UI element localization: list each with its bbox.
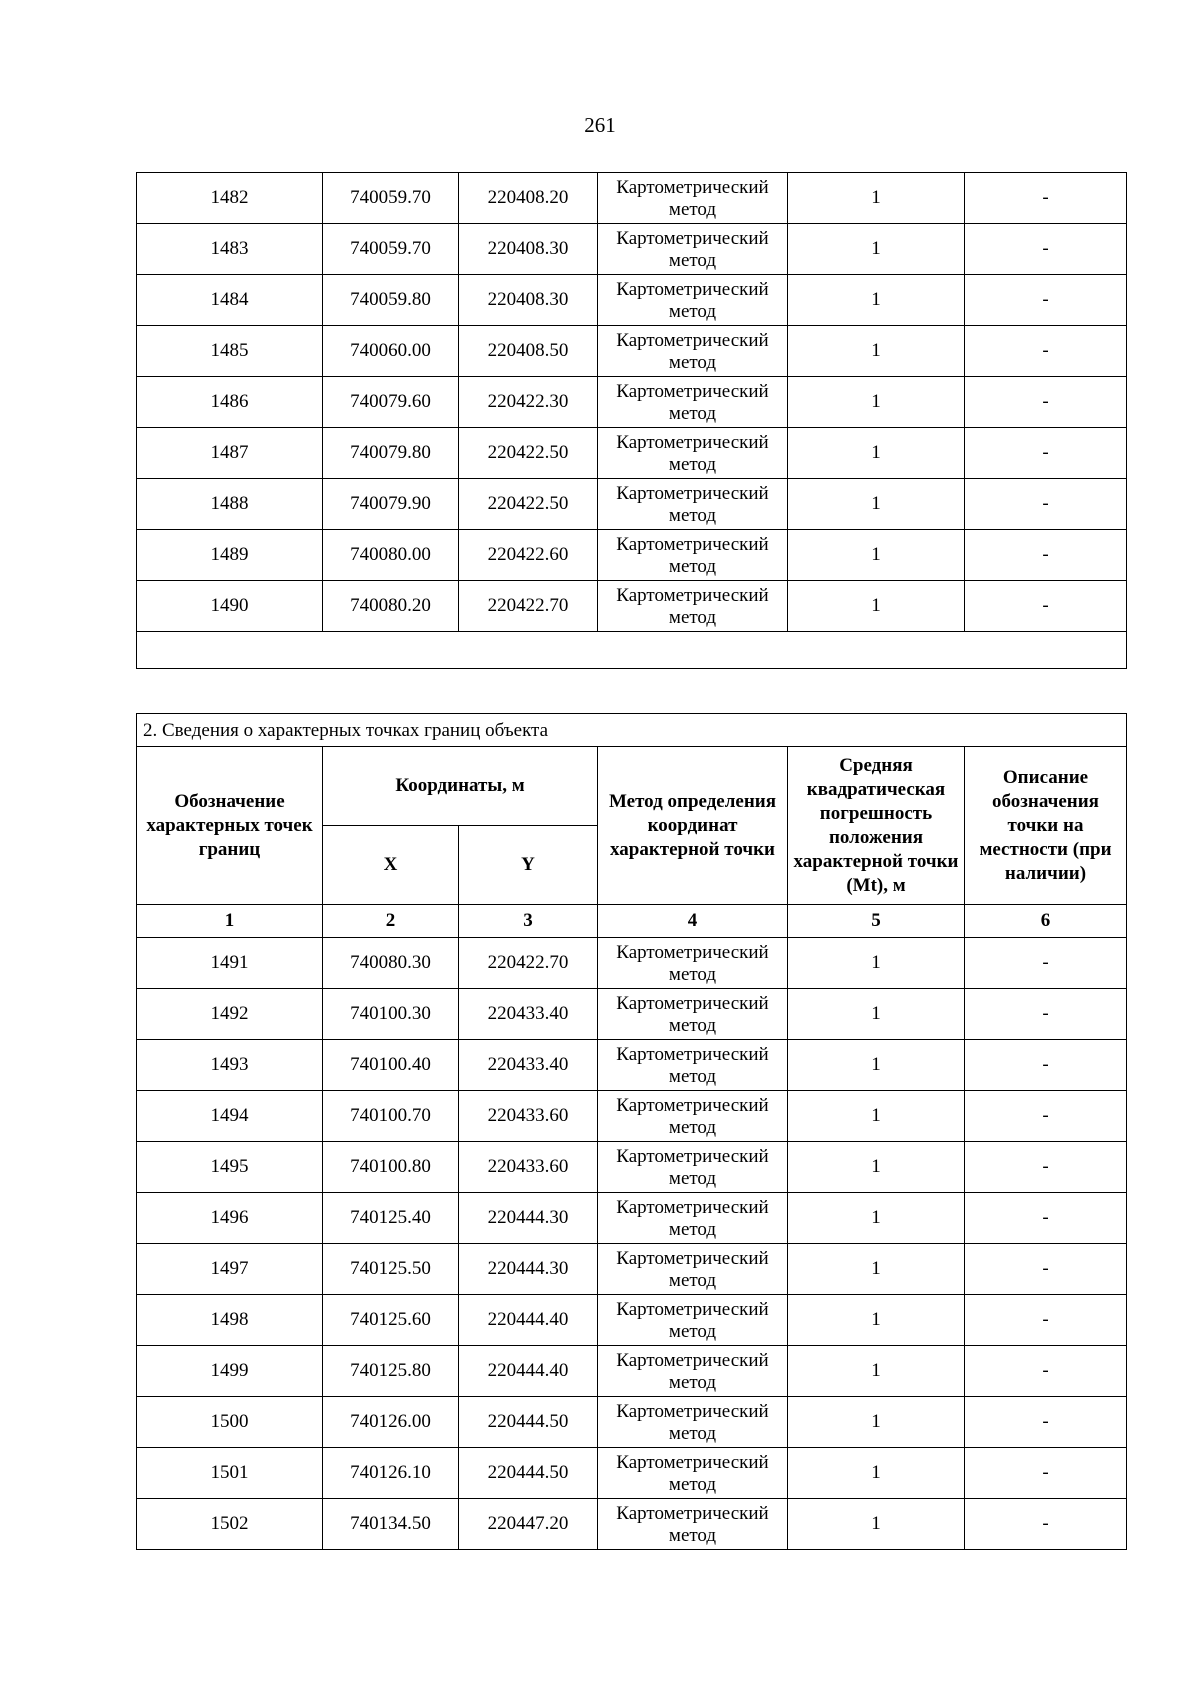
y-coordinate-cell: 220433.60	[459, 1142, 598, 1193]
table-caption: 2. Сведения о характерных точках границ объекта	[137, 714, 1127, 747]
point-id-cell: 1491	[137, 938, 323, 989]
accuracy-cell: 1	[788, 428, 965, 479]
x-coordinate-cell: 740125.50	[323, 1244, 459, 1295]
y-coordinate-cell: 220433.40	[459, 989, 598, 1040]
description-cell: -	[965, 326, 1127, 377]
description-cell: -	[965, 428, 1127, 479]
method-cell: Картометрический метод	[598, 1295, 788, 1346]
description-cell: -	[965, 479, 1127, 530]
accuracy-cell: 1	[788, 275, 965, 326]
method-cell: Картометрический метод	[598, 530, 788, 581]
y-coordinate-cell: 220444.30	[459, 1193, 598, 1244]
method-cell: Картометрический метод	[598, 428, 788, 479]
table-row	[137, 1397, 1127, 1448]
point-id-cell: 1500	[137, 1397, 323, 1448]
point-id-cell: 1497	[137, 1244, 323, 1295]
table-row	[137, 173, 1127, 224]
x-coordinate-cell: 740100.40	[323, 1040, 459, 1091]
point-id-cell: 1498	[137, 1295, 323, 1346]
description-cell: -	[965, 1448, 1127, 1499]
accuracy-cell: 1	[788, 989, 965, 1040]
header-method-label: Метод определения координат характерной точки	[608, 790, 777, 860]
description-cell: -	[965, 1346, 1127, 1397]
accuracy-cell: 1	[788, 1091, 965, 1142]
method-cell: Картометрический метод	[598, 1499, 788, 1550]
header-method	[598, 747, 788, 905]
y-coordinate-cell: 220422.50	[459, 479, 598, 530]
x-coordinate-cell: 740100.30	[323, 989, 459, 1040]
y-coordinate-cell: 220444.40	[459, 1295, 598, 1346]
accuracy-cell: 1	[788, 581, 965, 632]
x-coordinate-cell: 740059.70	[323, 173, 459, 224]
description-cell: -	[965, 1091, 1127, 1142]
header-description	[965, 747, 1127, 905]
column-numbers-row	[137, 905, 1127, 938]
description-cell: -	[965, 938, 1127, 989]
header-accuracy	[788, 747, 965, 905]
accuracy-cell: 1	[788, 1040, 965, 1091]
method-cell: Картометрический метод	[598, 275, 788, 326]
x-coordinate-cell: 740060.00	[323, 326, 459, 377]
table-row	[137, 428, 1127, 479]
point-id-cell: 1484	[137, 275, 323, 326]
y-coordinate-cell: 220447.20	[459, 1499, 598, 1550]
table-row	[137, 377, 1127, 428]
table-row	[137, 1244, 1127, 1295]
accuracy-cell: 1	[788, 377, 965, 428]
table-row	[137, 989, 1127, 1040]
table-row	[137, 581, 1127, 632]
table-row	[137, 938, 1127, 989]
column-number: 3	[459, 905, 598, 938]
header-designation	[137, 747, 323, 905]
x-coordinate-cell: 740125.40	[323, 1193, 459, 1244]
point-id-cell: 1496	[137, 1193, 323, 1244]
table-row	[137, 1346, 1127, 1397]
y-coordinate-cell: 220433.60	[459, 1091, 598, 1142]
point-id-cell: 1486	[137, 377, 323, 428]
accuracy-cell: 1	[788, 479, 965, 530]
y-coordinate-cell: 220408.50	[459, 326, 598, 377]
table-row	[137, 1091, 1127, 1142]
description-cell: -	[965, 1397, 1127, 1448]
description-cell: -	[965, 224, 1127, 275]
description-cell: -	[965, 1142, 1127, 1193]
table-row	[137, 275, 1127, 326]
column-number: 5	[788, 905, 965, 938]
description-cell: -	[965, 377, 1127, 428]
accuracy-cell: 1	[788, 1142, 965, 1193]
x-coordinate-cell: 740080.30	[323, 938, 459, 989]
description-cell: -	[965, 1499, 1127, 1550]
point-id-cell: 1490	[137, 581, 323, 632]
y-coordinate-cell: 220408.20	[459, 173, 598, 224]
column-number: 2	[323, 905, 459, 938]
header-y: Y	[459, 826, 598, 905]
description-cell: -	[965, 173, 1127, 224]
x-coordinate-cell: 740100.80	[323, 1142, 459, 1193]
method-cell: Картометрический метод	[598, 581, 788, 632]
point-id-cell: 1485	[137, 326, 323, 377]
table-row	[137, 1142, 1127, 1193]
method-cell: Картометрический метод	[598, 1346, 788, 1397]
caption-row	[137, 714, 1127, 747]
table-body	[137, 173, 1127, 669]
accuracy-cell: 1	[788, 326, 965, 377]
column-number: 6	[965, 905, 1127, 938]
accuracy-cell: 1	[788, 1295, 965, 1346]
y-coordinate-cell: 220408.30	[459, 275, 598, 326]
y-coordinate-cell: 220422.70	[459, 581, 598, 632]
y-coordinate-cell: 220422.60	[459, 530, 598, 581]
description-cell: -	[965, 581, 1127, 632]
method-cell: Картометрический метод	[598, 479, 788, 530]
table-row	[137, 530, 1127, 581]
point-id-cell: 1495	[137, 1142, 323, 1193]
point-id-cell: 1501	[137, 1448, 323, 1499]
description-cell: -	[965, 1244, 1127, 1295]
accuracy-cell: 1	[788, 530, 965, 581]
accuracy-cell: 1	[788, 224, 965, 275]
table-row	[137, 1193, 1127, 1244]
y-coordinate-cell: 220408.30	[459, 224, 598, 275]
header-designation-label: Обозначение характерных точек границ	[146, 790, 313, 860]
x-coordinate-cell: 740059.70	[323, 224, 459, 275]
table-row	[137, 224, 1127, 275]
x-coordinate-cell: 740059.80	[323, 275, 459, 326]
y-coordinate-cell: 220444.50	[459, 1448, 598, 1499]
x-coordinate-cell: 740134.50	[323, 1499, 459, 1550]
method-cell: Картометрический метод	[598, 377, 788, 428]
header-row	[137, 747, 1127, 826]
description-cell: -	[965, 989, 1127, 1040]
point-id-cell: 1493	[137, 1040, 323, 1091]
accuracy-cell: 1	[788, 1244, 965, 1295]
page-number: 261	[584, 113, 616, 137]
boundary-points-table-continued	[136, 172, 1127, 669]
method-cell: Картометрический метод	[598, 938, 788, 989]
x-coordinate-cell: 740126.10	[323, 1448, 459, 1499]
accuracy-cell: 1	[788, 173, 965, 224]
method-cell: Картометрический метод	[598, 1040, 788, 1091]
point-id-cell: 1502	[137, 1499, 323, 1550]
method-cell: Картометрический метод	[598, 224, 788, 275]
accuracy-cell: 1	[788, 1193, 965, 1244]
description-cell: -	[965, 1193, 1127, 1244]
method-cell: Картометрический метод	[598, 1193, 788, 1244]
table-row	[137, 1499, 1127, 1550]
column-number: 1	[137, 905, 323, 938]
method-cell: Картометрический метод	[598, 1397, 788, 1448]
method-cell: Картометрический метод	[598, 1244, 788, 1295]
table-header	[137, 714, 1127, 938]
boundary-points-table	[136, 713, 1127, 1550]
point-id-cell: 1499	[137, 1346, 323, 1397]
method-cell: Картометрический метод	[598, 1091, 788, 1142]
accuracy-cell: 1	[788, 1346, 965, 1397]
method-cell: Картометрический метод	[598, 173, 788, 224]
point-id-cell: 1482	[137, 173, 323, 224]
table-row	[137, 326, 1127, 377]
point-id-cell: 1494	[137, 1091, 323, 1142]
accuracy-cell: 1	[788, 938, 965, 989]
point-id-cell: 1488	[137, 479, 323, 530]
y-coordinate-cell: 220433.40	[459, 1040, 598, 1091]
empty-row	[137, 632, 1127, 669]
method-cell: Картометрический метод	[598, 1448, 788, 1499]
empty-cell	[137, 632, 1127, 669]
table-body	[137, 938, 1127, 1550]
description-cell: -	[965, 275, 1127, 326]
y-coordinate-cell: 220444.50	[459, 1397, 598, 1448]
header-accuracy-label: Средняя квадратическая погрешность положения характерной точки (Mt), м	[793, 754, 959, 896]
point-id-cell: 1483	[137, 224, 323, 275]
y-coordinate-cell: 220444.30	[459, 1244, 598, 1295]
table-row	[137, 1040, 1127, 1091]
point-id-cell: 1492	[137, 989, 323, 1040]
x-coordinate-cell: 740080.20	[323, 581, 459, 632]
description-cell: -	[965, 530, 1127, 581]
y-coordinate-cell: 220422.70	[459, 938, 598, 989]
column-number: 4	[598, 905, 788, 938]
table-row	[137, 1295, 1127, 1346]
method-cell: Картометрический метод	[598, 989, 788, 1040]
x-coordinate-cell: 740079.60	[323, 377, 459, 428]
y-coordinate-cell: 220444.40	[459, 1346, 598, 1397]
table-row	[137, 479, 1127, 530]
method-cell: Картометрический метод	[598, 326, 788, 377]
x-coordinate-cell: 740079.80	[323, 428, 459, 479]
header-description-label: Описание обозначения точки на местности (при наличии)	[979, 766, 1112, 884]
header-coordinates: Координаты, м	[323, 747, 598, 826]
x-coordinate-cell: 740125.60	[323, 1295, 459, 1346]
accuracy-cell: 1	[788, 1448, 965, 1499]
x-coordinate-cell: 740125.80	[323, 1346, 459, 1397]
y-coordinate-cell: 220422.30	[459, 377, 598, 428]
description-cell: -	[965, 1040, 1127, 1091]
x-coordinate-cell: 740079.90	[323, 479, 459, 530]
table-row	[137, 1448, 1127, 1499]
point-id-cell: 1489	[137, 530, 323, 581]
x-coordinate-cell: 740126.00	[323, 1397, 459, 1448]
description-cell: -	[965, 1295, 1127, 1346]
point-id-cell: 1487	[137, 428, 323, 479]
header-x: X	[323, 826, 459, 905]
x-coordinate-cell: 740080.00	[323, 530, 459, 581]
x-coordinate-cell: 740100.70	[323, 1091, 459, 1142]
method-cell: Картометрический метод	[598, 1142, 788, 1193]
y-coordinate-cell: 220422.50	[459, 428, 598, 479]
accuracy-cell: 1	[788, 1397, 965, 1448]
accuracy-cell: 1	[788, 1499, 965, 1550]
